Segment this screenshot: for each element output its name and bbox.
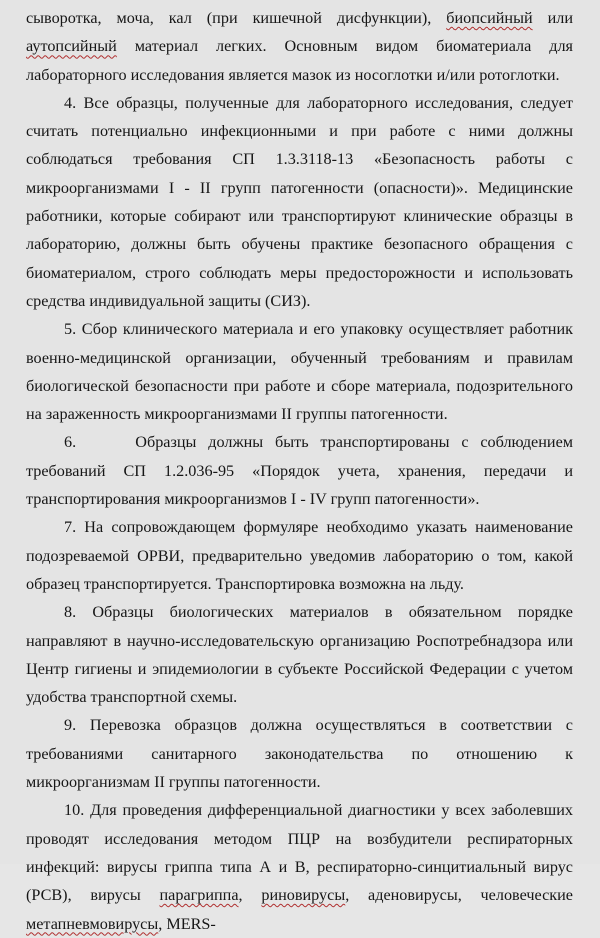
text-run-spellcheck: риновирусы (261, 886, 346, 905)
text-run: , аденовирусы, человеческие (345, 886, 573, 905)
text-run-spellcheck: парагриппа (159, 886, 239, 905)
text-run: , MERS- (158, 914, 216, 933)
paragraph-5: 5. Сбор клинического материала и его упаковку осуществляет работник военно-медицинской организации, обученный требованиям и правилам биологической безопасности при работе и сборе материала, подозрительного на зараженность микроорганизмами II группы патогенности. (26, 320, 573, 424)
text-run: , (238, 886, 262, 905)
text-run: или (532, 9, 573, 27)
text-run: 10. Для проведения дифференциальной диагностики у всех заболевших проводят исследования методом ПЦР на возбудители респираторных инфекций: вирусы гриппа типа А и В, респираторно-синцитиальный вирус (РСВ), вирусы (26, 801, 573, 905)
text-run: материал легких. Основным видом биоматериала для лабораторного исследования является мазок из носоглотки и/или ротоглотки. (26, 37, 573, 84)
paragraph-8: 8. Образцы биологических материалов в обязательном порядке направляют в научно-исследовательскую организацию Роспотребнадзора или Центр гигиены и эпидемиологии в субъекте Российской Федерации с учетом удобства транспортной схемы. (26, 603, 573, 707)
paragraph-7: 7. На сопровождающем формуляре необходимо указать наименование подозреваемой ОРВИ, предварительно уведомив лабораторию о том, какой образец транспортируется. Транспортировка возможна на льду. (26, 518, 573, 593)
text-run-spellcheck: биопсийный (446, 9, 533, 27)
text-run: сыворотка, моча, кал (при кишечной дисфункции), (26, 9, 447, 27)
paragraph-6: 6. Образцы должны быть транспортированы с соблюдением требований СП 1.2.036-95 «Порядок учета, хранения, передачи и транспортирования микроорганизмов I - IV групп патогенности». (26, 433, 578, 509)
paragraph-4: 4. Все образцы, полученные для лабораторного исследования, следует считать потенциально инфекционными и при работе с ними должны соблюдаться требования СП 1.3.3118-13 «Безопасность работы с микроорганизмами I - II групп патогенности (опасности)». Медицинские работники, которые собирают или транспортируют клинические образцы в лабораторию, должны быть обучены практике безопасного обращения с биоматериалом, строго соблюдать меры предосторожности и использовать средства индивидуальной защиты (СИЗ). (26, 93, 573, 310)
paragraph-10 (26, 796, 573, 937)
text-run-spellcheck: аутопсийный (26, 37, 117, 56)
paragraph-continuation (26, 4, 573, 89)
paragraph-9: 9. Перевозка образцов должна осуществляться в соответствии с требованиями санитарного законодательства по отношению к микроорганизмам II группы патогенности. (26, 716, 573, 792)
text-run-spellcheck: метапневмовирусы (26, 914, 159, 933)
